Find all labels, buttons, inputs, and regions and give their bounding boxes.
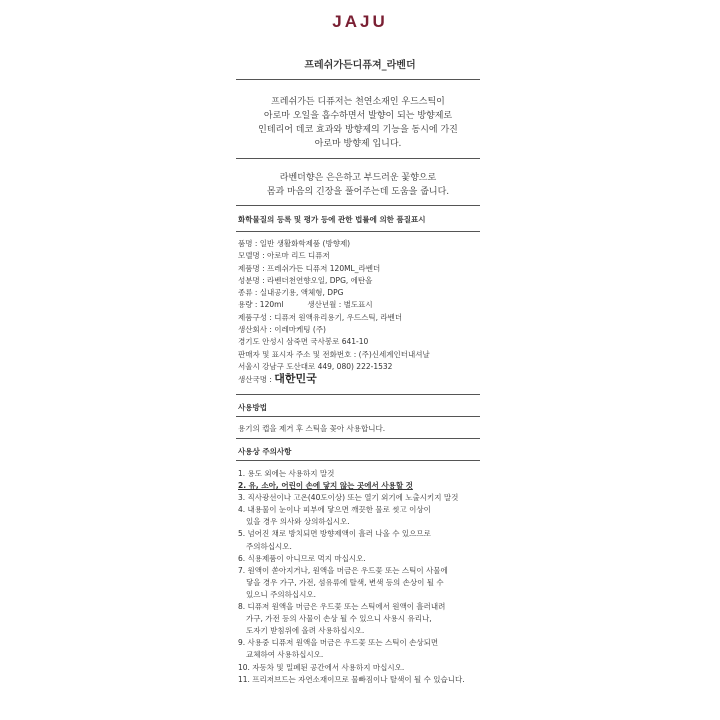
divider: [236, 231, 480, 232]
caution-item: 9. 사용중 디퓨저 원액을 머금은 우드꽃 또는 스틱이 손상되면: [238, 638, 439, 648]
spec-label: 제품명 :: [238, 263, 265, 273]
divider: [236, 205, 480, 206]
spec-label: 제품구성 :: [238, 312, 272, 322]
caution-item: 2. 유, 소아, 어린이 손에 닿지 않는 곳에서 사용할 것: [238, 481, 413, 491]
spec-label: 성분명 :: [238, 275, 265, 285]
caution-item: 1. 용도 외에는 사용하지 말것: [238, 469, 335, 478]
usage-heading: 사용방법: [238, 403, 267, 412]
intro-line: 아로마 오일을 흡수하면서 발향이 되는 방향제로: [263, 111, 453, 121]
caution-item: 가구, 가전 등의 사물이 손상 될 수 있으니 사용시 유리나,: [246, 614, 432, 624]
product-title: 프레쉬가든디퓨져_라벤더: [304, 60, 416, 71]
divider: [236, 79, 480, 80]
scent-line: 몸과 마음의 긴장을 풀어주는데 도움을 줍니다.: [266, 187, 450, 197]
spec-value: 실내공기용, 액체형, DPG: [259, 288, 344, 298]
spec-label: 종류 :: [238, 288, 258, 298]
scent-description: [236, 171, 480, 199]
caution-item: 6. 식용제품이 아니므로 먹지 마십시오.: [238, 553, 366, 563]
caution-item: 있으니 주의하십시오.: [246, 589, 316, 599]
divider: [236, 158, 480, 159]
caution-item: 11. 프리저브드는 자연소재이므로 물빠짐이나 탈색이 될 수 있습니다.: [238, 674, 465, 684]
spec-label: 용량 :: [238, 300, 258, 310]
spec-value: 120ml 생산년월 : 별도표시: [259, 300, 373, 310]
spec-value-country: 대한민국: [274, 373, 317, 386]
spec-value: 디퓨저 원액유리용기, 우드스틱, 라벤더: [274, 312, 403, 322]
spec-row: [238, 299, 480, 311]
brand-logo: JAJU: [332, 12, 388, 31]
spec-row: [238, 250, 480, 262]
spec-value: 서울시 강남구 도산대로 449, 080) 222-1532: [238, 361, 393, 371]
caution-item: 교체하여 사용하십시오.: [246, 650, 324, 660]
spec-label: 모델명 :: [238, 251, 265, 261]
spec-row: [238, 361, 480, 373]
spec-value: 일반 생활화학제품 (방향제): [259, 239, 351, 248]
spec-row: [238, 287, 480, 299]
caution-item: 닿을 경우 가구, 가전, 섬유류에 탈색, 변색 등의 손상이 될 수: [246, 577, 444, 587]
caution-item: 10. 자동차 및 밀폐된 공간에서 사용하지 마십시오.: [238, 662, 405, 672]
spec-row: [238, 275, 480, 287]
spec-row: [238, 324, 480, 336]
spec-value: 경기도 안성시 삼죽면 국사봉로 641-10: [238, 337, 369, 347]
caution-item: 8. 디퓨저 원액을 머금은 우드꽃 또는 스틱에서 원액이 흘러내려: [238, 602, 446, 612]
spec-row: [238, 263, 480, 275]
divider: [236, 438, 480, 439]
scent-line: 라벤더향은 은은하고 부드러운 꽃향으로: [279, 173, 437, 183]
caution-item: 3. 직사광선이나 고온(40도이상) 또는 열기 외기에 노출시키지 말것: [238, 493, 459, 503]
spec-row: [238, 349, 480, 361]
divider: [236, 416, 480, 417]
intro-text: [236, 95, 480, 151]
intro-line: 프레쉬가든 디퓨저는 천연소재인 우드스틱이: [271, 97, 445, 107]
caution-item: 주의하십시오.: [246, 541, 292, 551]
caution-item: 도자기 받침위에 올려 사용하십시오.: [246, 626, 365, 636]
spec-row: [238, 336, 480, 348]
intro-line: 아로마 방향제 입니다.: [314, 139, 402, 149]
usage-text: 용기의 캡을 제거 후 스틱을 꽂아 사용합니다.: [238, 424, 386, 433]
divider: [236, 394, 480, 395]
regulation-heading: 화학물질의 등록 및 평가 등에 관한 법률에 의한 품질표시: [238, 215, 426, 224]
spec-label: 품명 :: [238, 239, 258, 248]
spec-list: [238, 238, 480, 387]
spec-value: 판매자 및 표시자 주소 및 전화번호 : (주)신세계인터내셔날: [238, 349, 430, 359]
spec-value: 프레쉬가든 디퓨저 120ML_라벤더: [267, 263, 381, 273]
caution-item: 4. 내용물이 눈이나 피부에 닿으면 깨끗한 물로 씻고 이상이: [238, 505, 431, 515]
spec-value: 라벤더천연향오일, DPG, 에탄올: [267, 275, 373, 285]
spec-row: [238, 238, 480, 250]
divider: [236, 460, 480, 461]
cautions-list: [238, 468, 484, 686]
intro-line: 인테리어 데코 효과와 방향제의 기능을 동시에 가진: [258, 125, 458, 135]
spec-row: [238, 312, 480, 324]
spec-value: 이레마케팅 (주): [274, 325, 326, 335]
cautions-heading: 사용상 주의사항: [238, 447, 292, 456]
spec-label: 생산국명 :: [238, 375, 272, 385]
spec-label: 생산회사 :: [238, 325, 272, 335]
spec-value: 아로마 리드 디퓨저: [267, 251, 330, 261]
caution-item: 있을 경우 의사와 상의하십시오.: [246, 517, 350, 527]
caution-item: 5. 넘어진 채로 방치되면 방향제액이 흘러 나올 수 있으므로: [238, 529, 431, 539]
spec-row-country: [238, 373, 480, 386]
caution-item: 7. 원액이 쏟아지거나, 원액을 머금은 우드꽃 또는 스틱이 사물에: [238, 565, 448, 575]
